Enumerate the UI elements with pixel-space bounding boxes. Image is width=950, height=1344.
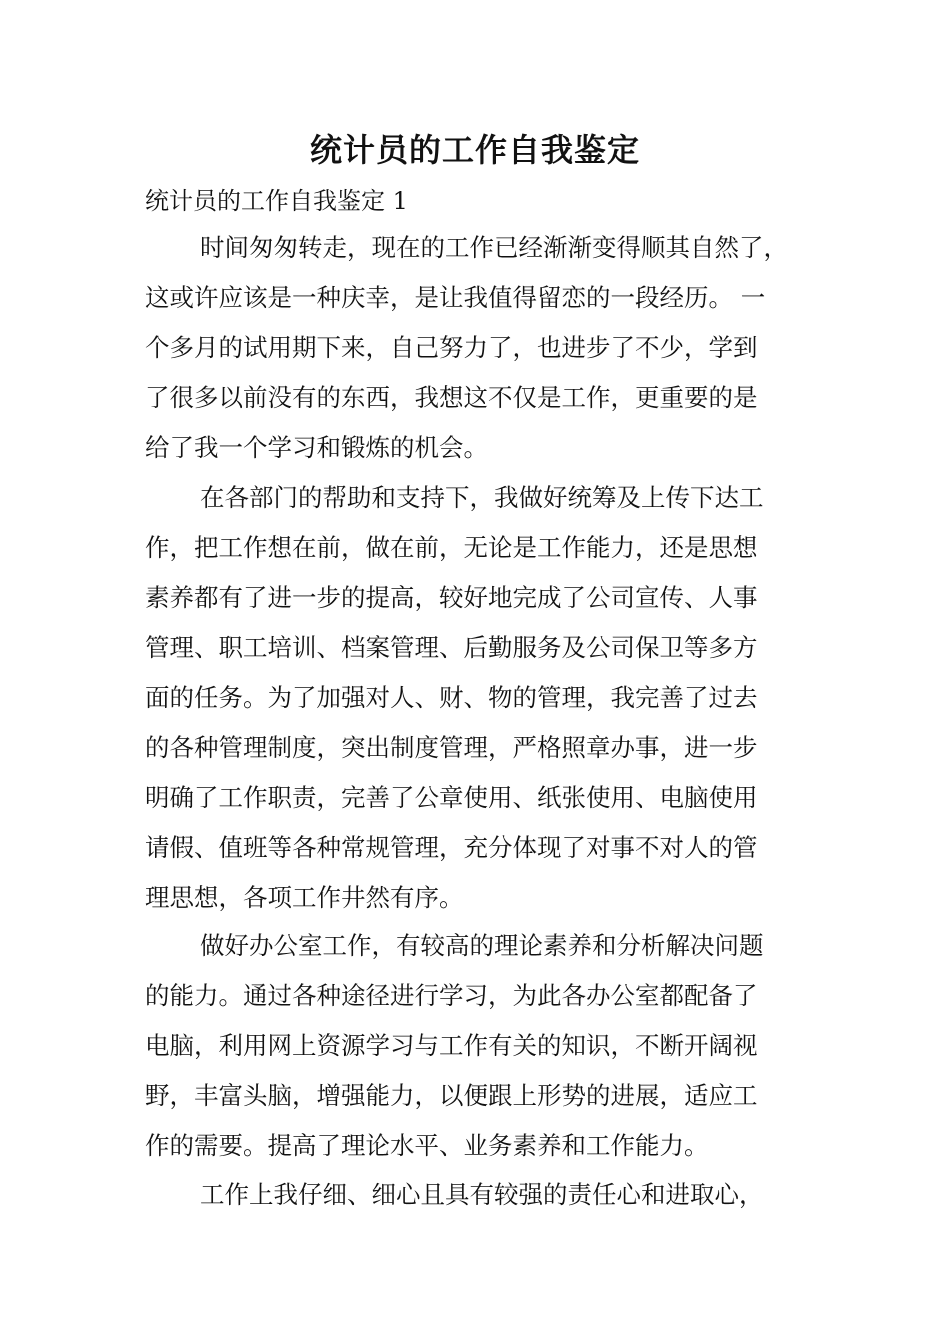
paragraph-line: 理思想，各项工作井然有序。 [145, 883, 464, 912]
paragraph-line: 管理、职工培训、档案管理、后勤服务及公司保卫等多方 [145, 633, 758, 662]
paragraph-line: 做好办公室工作，有较高的理论素养和分析解决问题 [200, 931, 764, 960]
paragraph-line: 的各种管理制度，突出制度管理，严格照章办事，进一步 [145, 733, 758, 762]
paragraph-line: 了很多以前没有的东西，我想这不仅是工作，更重要的是 [145, 383, 758, 412]
paragraph-1 [145, 223, 788, 473]
paragraph-line: 电脑，利用网上资源学习与工作有关的知识，不断开阔视 [145, 1031, 758, 1060]
paragraph-line: 这或许应该是一种庆幸，是让我值得留恋的一段经历。 一 [145, 283, 766, 312]
document-title: 统计员的工作自我鉴定 [309, 131, 640, 169]
paragraph-line: 作的需要。提高了理论水平、业务素养和工作能力。 [145, 1131, 709, 1160]
paragraph-line: 明确了工作职责，完善了公章使用、纸张使用、电脑使用 [145, 783, 758, 812]
paragraph-line: 的能力。通过各种途径进行学习，为此各办公室都配备了 [145, 981, 758, 1010]
paragraph-line: 在各部门的帮助和支持下，我做好统筹及上传下达工 [200, 483, 764, 512]
paragraph-line: 素养都有了进一步的提高，较好地完成了公司宣传、人事 [145, 583, 758, 612]
paragraph-line: 请假、值班等各种常规管理，充分体现了对事不对人的管 [145, 833, 758, 862]
paragraph-line: 野，丰富头脑，增强能力，以便跟上形势的进展，适应工 [145, 1081, 758, 1110]
paragraph-line: 时间匆匆转走，现在的工作已经渐渐变得顺其自然了， [200, 233, 788, 262]
paragraph-2 [145, 473, 764, 923]
paragraph-line: 给了我一个学习和锻炼的机会。 [145, 433, 488, 462]
paragraph-line: 工作上我仔细、细心且具有较强的责任心和进取心， [200, 1180, 764, 1209]
paragraph-3 [145, 921, 764, 1171]
section-heading: 统计员的工作自我鉴定 1 [145, 187, 408, 215]
paragraph-line: 个多月的试用期下来，自己努力了，也进步了不少，学到 [145, 333, 758, 362]
paragraph-4 [145, 1170, 764, 1220]
paragraph-line: 作，把工作想在前，做在前，无论是工作能力，还是思想 [145, 533, 758, 562]
paragraph-line: 面的任务。为了加强对人、财、物的管理，我完善了过去 [145, 683, 758, 712]
